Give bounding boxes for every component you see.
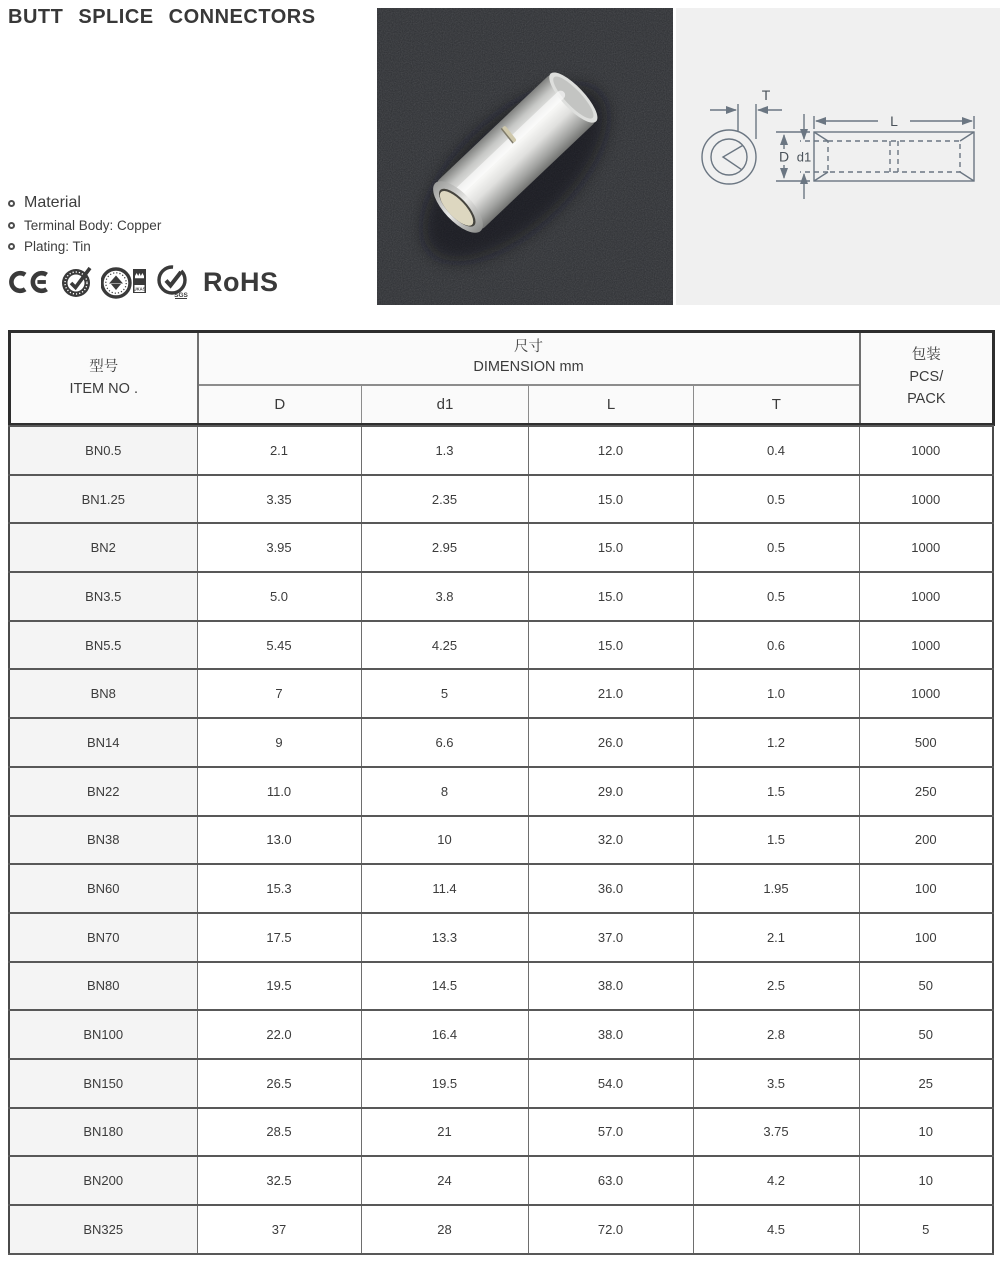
cell-d: 22.0 <box>197 1010 361 1059</box>
table-row <box>9 864 993 913</box>
cell-pack: 100 <box>859 864 993 913</box>
cell-item-no: BN80 <box>9 962 197 1011</box>
cell-d: 37 <box>197 1205 361 1254</box>
butt-splice-connector-photo <box>377 8 673 305</box>
cell-d1: 2.95 <box>361 523 528 572</box>
material-item: Terminal Body: Copper <box>24 218 162 233</box>
cell-d1: 19.5 <box>361 1059 528 1108</box>
cell-pack: 1000 <box>859 572 993 621</box>
table-row <box>9 1059 993 1108</box>
dimension-diagram <box>676 8 1000 305</box>
cell-d: 17.5 <box>197 913 361 962</box>
cell-pack: 200 <box>859 816 993 865</box>
diagram-label-l: L <box>890 113 898 129</box>
header-item-no-en: ITEM NO . <box>69 381 138 398</box>
cell-item-no: BN150 <box>9 1059 197 1108</box>
cell-d: 5.0 <box>197 572 361 621</box>
material-item-row <box>8 239 161 254</box>
cell-d: 19.5 <box>197 962 361 1011</box>
sgs-label: SGS <box>174 292 188 299</box>
cell-pack: 1000 <box>859 426 993 475</box>
header-dimension <box>198 332 860 385</box>
cell-d: 9 <box>197 718 361 767</box>
table-row <box>9 1010 993 1059</box>
material-heading: Material <box>24 194 81 211</box>
cell-l: 63.0 <box>528 1156 693 1205</box>
cell-d: 3.35 <box>197 475 361 524</box>
header-sub-col-d1: d1 <box>362 385 529 425</box>
cell-pack: 1000 <box>859 475 993 524</box>
header-sub-col-l: L <box>529 385 694 425</box>
cell-d: 28.5 <box>197 1108 361 1157</box>
cell-l: 32.0 <box>528 816 693 865</box>
table-row <box>9 718 993 767</box>
cell-pack: 50 <box>859 962 993 1011</box>
cell-t: 4.2 <box>693 1156 859 1205</box>
table-row <box>9 572 993 621</box>
cell-d1: 14.5 <box>361 962 528 1011</box>
cell-d: 5.45 <box>197 621 361 670</box>
header-pack-en2: PACK <box>907 390 946 407</box>
cell-t: 0.5 <box>693 475 859 524</box>
cell-item-no: BN8 <box>9 669 197 718</box>
table-row <box>9 621 993 670</box>
cell-l: 15.0 <box>528 572 693 621</box>
table-row <box>9 913 993 962</box>
cell-l: 38.0 <box>528 1010 693 1059</box>
cell-item-no: BN200 <box>9 1156 197 1205</box>
cell-t: 1.2 <box>693 718 859 767</box>
cell-l: 15.0 <box>528 621 693 670</box>
table-row <box>9 426 993 475</box>
diagram-label-t: T <box>761 87 771 103</box>
cell-item-no: BN5.5 <box>9 621 197 670</box>
header-sub-col-d: D <box>198 385 362 425</box>
cell-item-no: BN180 <box>9 1108 197 1157</box>
cell-d1: 2.35 <box>361 475 528 524</box>
cell-item-no: BN14 <box>9 718 197 767</box>
material-section <box>8 194 161 260</box>
cell-d: 26.5 <box>197 1059 361 1108</box>
cell-l: 15.0 <box>528 523 693 572</box>
sgs-badge-icon <box>157 263 190 301</box>
cell-d1: 21 <box>361 1108 528 1157</box>
table-row <box>9 1205 993 1254</box>
cell-d: 11.0 <box>197 767 361 816</box>
material-heading-row <box>8 194 161 212</box>
cell-t: 0.5 <box>693 572 859 621</box>
table-row <box>9 669 993 718</box>
cell-item-no: BN3.5 <box>9 572 197 621</box>
cell-pack: 10 <box>859 1156 993 1205</box>
quality-check-badge-icon <box>61 263 92 301</box>
material-item-row <box>8 218 161 233</box>
cell-l: 54.0 <box>528 1059 693 1108</box>
bullet-ring-icon <box>8 222 15 229</box>
cell-d: 2.1 <box>197 426 361 475</box>
ukas-label: UKAS <box>133 286 146 292</box>
table-row <box>9 962 993 1011</box>
cell-d1: 10 <box>361 816 528 865</box>
header-sub-col-t: T <box>694 385 860 425</box>
cell-pack: 1000 <box>859 523 993 572</box>
diagram-label-d: D <box>778 148 790 165</box>
cell-d1: 24 <box>361 1156 528 1205</box>
cell-item-no: BN325 <box>9 1205 197 1254</box>
header-dimension-zh: 尺寸 <box>514 339 544 355</box>
cell-pack: 10 <box>859 1108 993 1157</box>
dimension-diagram-panel <box>676 8 1000 305</box>
cell-t: 4.5 <box>693 1205 859 1254</box>
cell-d1: 1.3 <box>361 426 528 475</box>
cell-d1: 28 <box>361 1205 528 1254</box>
ce-mark-icon <box>6 265 52 299</box>
cell-d1: 4.25 <box>361 621 528 670</box>
table-row <box>9 523 993 572</box>
spec-table-header <box>8 330 995 426</box>
cell-d: 3.95 <box>197 523 361 572</box>
cell-t: 0.6 <box>693 621 859 670</box>
table-row <box>9 767 993 816</box>
header-dimension-en: DIMENSION mm <box>473 359 584 376</box>
cell-item-no: BN2 <box>9 523 197 572</box>
cell-l: 12.0 <box>528 426 693 475</box>
cell-t: 1.0 <box>693 669 859 718</box>
cell-pack: 1000 <box>859 669 993 718</box>
cell-d1: 6.6 <box>361 718 528 767</box>
cell-l: 21.0 <box>528 669 693 718</box>
cell-l: 38.0 <box>528 962 693 1011</box>
cell-pack: 500 <box>859 718 993 767</box>
page-title: BUTT SPLICE CONNECTORS <box>8 6 316 28</box>
cell-d: 32.5 <box>197 1156 361 1205</box>
cell-t: 2.1 <box>693 913 859 962</box>
cell-t: 0.5 <box>693 523 859 572</box>
cell-l: 37.0 <box>528 913 693 962</box>
cell-item-no: BN70 <box>9 913 197 962</box>
cell-t: 1.5 <box>693 816 859 865</box>
cell-d1: 13.3 <box>361 913 528 962</box>
cell-pack: 1000 <box>859 621 993 670</box>
cell-pack: 250 <box>859 767 993 816</box>
header-item-no <box>10 332 198 425</box>
cell-l: 72.0 <box>528 1205 693 1254</box>
cell-d1: 16.4 <box>361 1010 528 1059</box>
cell-l: 29.0 <box>528 767 693 816</box>
cell-pack: 25 <box>859 1059 993 1108</box>
spec-table <box>8 425 994 1255</box>
bullet-ring-icon <box>8 243 15 250</box>
bullet-ring-icon <box>8 200 15 207</box>
rohs-label: RoHS <box>203 266 279 297</box>
material-item: Plating: Tin <box>24 239 91 254</box>
table-row <box>9 1108 993 1157</box>
cell-item-no: BN22 <box>9 767 197 816</box>
header-item-no-zh: 型号 <box>89 358 119 375</box>
cell-t: 2.8 <box>693 1010 859 1059</box>
cell-t: 1.95 <box>693 864 859 913</box>
cell-pack: 5 <box>859 1205 993 1254</box>
cell-d1: 11.4 <box>361 864 528 913</box>
cell-l: 36.0 <box>528 864 693 913</box>
cell-d1: 3.8 <box>361 572 528 621</box>
table-row <box>9 1156 993 1205</box>
header-pack-en1: PCS/ <box>909 369 944 386</box>
cell-item-no: BN38 <box>9 816 197 865</box>
cell-d: 15.3 <box>197 864 361 913</box>
cell-l: 15.0 <box>528 475 693 524</box>
cell-t: 3.75 <box>693 1108 859 1157</box>
cell-item-no: BN100 <box>9 1010 197 1059</box>
diagram-label-d1: d1 <box>796 149 812 165</box>
header-pack <box>860 332 994 425</box>
cell-t: 1.5 <box>693 767 859 816</box>
spec-table-body <box>9 426 993 1254</box>
cell-item-no: BN1.25 <box>9 475 197 524</box>
table-row <box>9 475 993 524</box>
cell-t: 0.4 <box>693 426 859 475</box>
cell-pack: 100 <box>859 913 993 962</box>
cell-d1: 8 <box>361 767 528 816</box>
product-photo <box>377 8 673 305</box>
cell-d: 13.0 <box>197 816 361 865</box>
cell-item-no: BN60 <box>9 864 197 913</box>
cell-l: 26.0 <box>528 718 693 767</box>
header-pack-zh: 包装 <box>911 347 941 364</box>
cell-l: 57.0 <box>528 1108 693 1157</box>
certification-row <box>6 261 279 303</box>
cell-item-no: BN0.5 <box>9 426 197 475</box>
table-row <box>9 816 993 865</box>
ukas-badge-icon <box>101 263 148 301</box>
cell-d: 7 <box>197 669 361 718</box>
cell-t: 3.5 <box>693 1059 859 1108</box>
cell-d1: 5 <box>361 669 528 718</box>
cell-pack: 50 <box>859 1010 993 1059</box>
cell-t: 2.5 <box>693 962 859 1011</box>
